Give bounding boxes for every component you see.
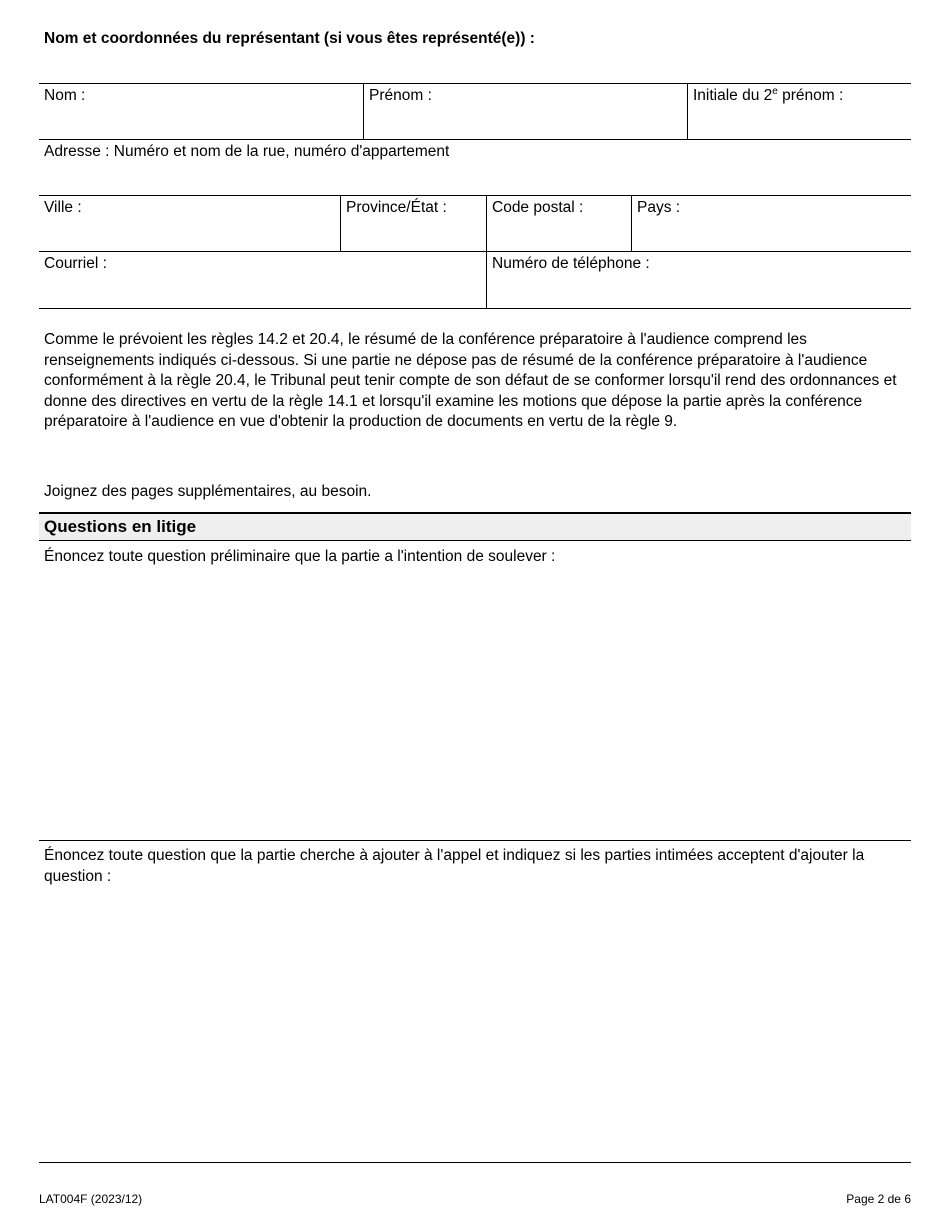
adresse-label: Adresse : Numéro et nom de la rue, numéro d'appartement <box>44 143 450 160</box>
question-add-label: Énoncez toute question que la partie cherche à ajouter à l'appel et indiquez si les parties intimées acceptent d'ajouter la question : <box>44 847 865 885</box>
footer-divider <box>39 1162 911 1163</box>
telephone-field[interactable] <box>486 252 911 308</box>
province-label: Province/État : <box>346 199 447 216</box>
adresse-field[interactable] <box>39 140 911 196</box>
telephone-label: Numéro de téléphone : <box>492 255 650 272</box>
question-preliminary-area[interactable] <box>39 568 911 838</box>
code-postal-field[interactable] <box>486 196 631 252</box>
representative-section-title: Nom et coordonnées du représentant (si vous êtes représenté(e)) : <box>44 30 535 47</box>
attach-note: Joignez des pages supplémentaires, au besoin. <box>44 483 372 500</box>
nom-label: Nom : <box>44 87 86 104</box>
province-field[interactable] <box>340 196 486 252</box>
nom-field[interactable] <box>39 84 363 140</box>
address-row <box>39 139 911 196</box>
form-code: LAT004F (2023/12) <box>39 1192 143 1206</box>
city-row <box>39 195 911 252</box>
page-number: Page 2 de 6 <box>846 1192 911 1206</box>
ville-label: Ville : <box>44 199 82 216</box>
prenom-label: Prénom : <box>369 87 432 104</box>
courriel-label: Courriel : <box>44 255 107 272</box>
pays-label: Pays : <box>637 199 681 216</box>
question-preliminary-label: Énoncez toute question préliminaire que la partie a l'intention de soulever : <box>44 548 556 565</box>
pays-field[interactable] <box>631 196 911 252</box>
rules-paragraph: Comme le prévoient les règles 14.2 et 20.4, le résumé de la conférence préparatoire à l'audience comprend les renseignements indiqués ci-dessous. Si une partie ne dépose pas de résumé de la conférence préparatoire à l'audience conformément à la règle 20.4, le Tribunal peut tenir compte de son défaut de se conformer lorsqu'il rend des ordonnances et donne des directives en vertu de la règle 14.1 et lorsqu'il examine les motions que dépose la partie après la conférence préparatoire à l'audience en vue d'obtenir la production de documents en vertu de la règle 9. <box>44 331 897 430</box>
initiale-label: Initiale du 2e prénom : <box>693 85 844 104</box>
name-row <box>39 83 911 140</box>
ville-field[interactable] <box>39 196 340 252</box>
divider <box>39 840 911 841</box>
question-add-area[interactable] <box>39 890 911 1158</box>
courriel-field[interactable] <box>39 252 486 308</box>
code-postal-label: Code postal : <box>492 199 584 216</box>
section-header-questions: Questions en litige <box>39 512 911 541</box>
contact-row <box>39 251 911 309</box>
initiale-field[interactable] <box>687 84 911 140</box>
prenom-field[interactable] <box>363 84 687 140</box>
